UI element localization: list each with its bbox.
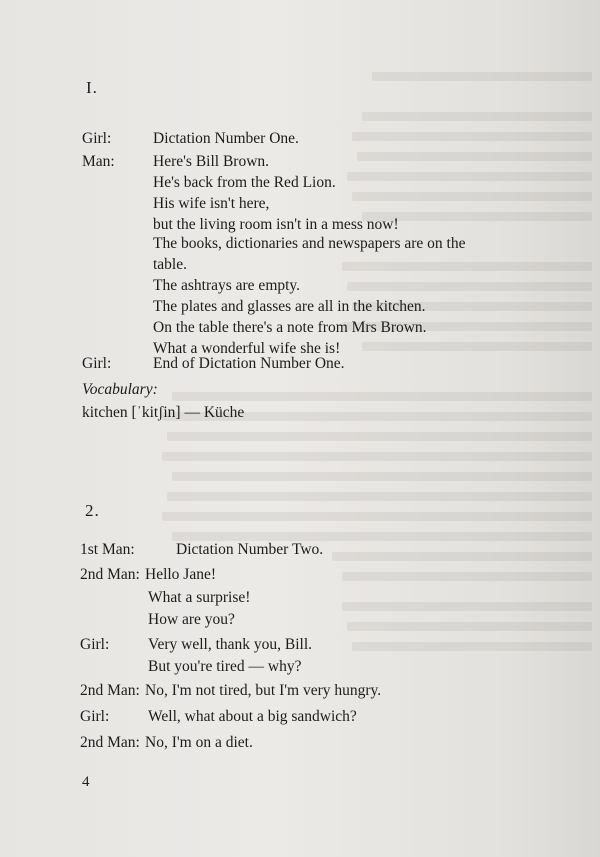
dialogue-line: His wife isn't here, <box>153 195 270 212</box>
dialogue-line: On the table there's a note from Mrs Brown. <box>153 319 427 336</box>
section-number-2: 2. <box>85 501 100 520</box>
dialogue-line: The books, dictionaries and newspapers are on the <box>153 235 466 252</box>
speaker-label: Girl: <box>82 130 112 147</box>
dialogue-line: What a surprise! <box>148 589 251 606</box>
dialogue-line: but the living room isn't in a mess now! <box>153 216 399 233</box>
page-number: 4 <box>82 774 90 790</box>
dialogue-line: The plates and glasses are all in the kitchen. <box>153 298 426 315</box>
dialogue-line: End of Dictation Number One. <box>153 355 345 372</box>
dialogue-line: Dictation Number One. <box>153 130 299 147</box>
speaker-label: Girl: <box>82 355 112 372</box>
dialogue-line: The ashtrays are empty. <box>153 277 301 294</box>
dialogue-line: What a wonderful wife she is! <box>153 340 341 357</box>
section-number-1: I. <box>86 78 98 97</box>
dialogue-line: But you're tired — why? <box>148 658 302 675</box>
dialogue-line: No, I'm on a diet. <box>145 734 253 751</box>
speaker-label: Girl: <box>80 636 110 653</box>
dialogue-line: How are you? <box>148 611 235 628</box>
dialogue-line: Here's Bill Brown. <box>153 153 270 170</box>
dialogue-line: No, I'm not tired, but I'm very hungry. <box>145 682 382 699</box>
vocabulary-heading: Vocabulary: <box>82 381 158 398</box>
speaker-label: Man: <box>82 153 115 170</box>
dialogue-line: Well, what about a big sandwich? <box>148 708 357 725</box>
dialogue-line: Hello Jane! <box>145 566 217 583</box>
speaker-label: 2nd Man: <box>80 734 140 751</box>
dialogue-line: Dictation Number Two. <box>176 541 324 558</box>
vocabulary-entry: kitchen [ˈkitʃin] — Küche <box>82 404 245 421</box>
dialogue-line: table. <box>153 256 187 273</box>
speaker-label: Girl: <box>80 708 110 725</box>
speaker-label: 2nd Man: <box>80 682 140 699</box>
dialogue-line: Very well, thank you, Bill. <box>148 636 313 653</box>
dialogue-line: He's back from the Red Lion. <box>153 174 336 191</box>
speaker-label: 2nd Man: <box>80 566 140 583</box>
speaker-label: 1st Man: <box>80 541 135 558</box>
